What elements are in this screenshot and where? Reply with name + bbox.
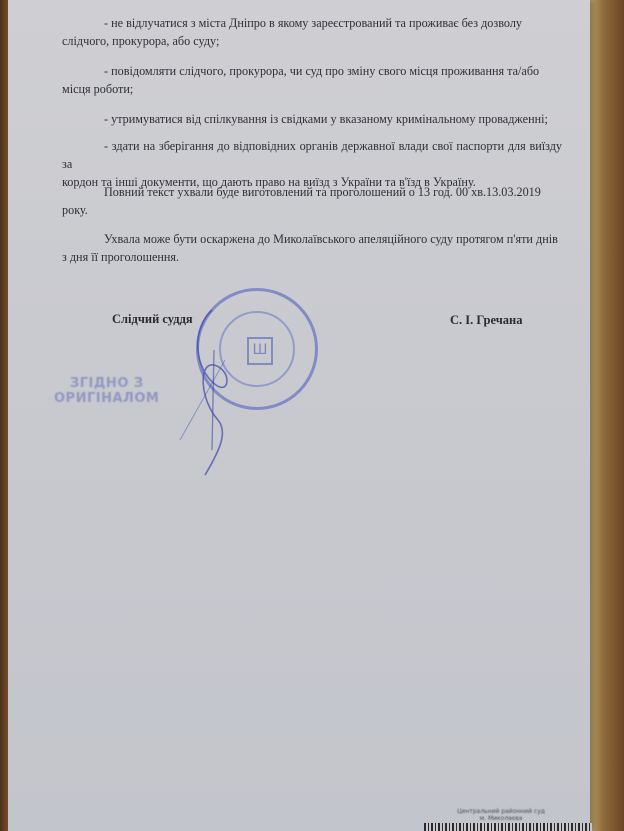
paragraph-line: - не відлучатися з міста Дніпро в якому зареєстрований та проживає без дозволу: [104, 16, 522, 30]
trident-emblem-icon: Ш: [247, 337, 273, 365]
background-edge-left: [0, 0, 8, 831]
background-edge-right: [590, 0, 624, 831]
paragraph-line: Ухвала може бути оскаржена до Миколаївського апеляційного суду протягом п'яти днів: [104, 232, 558, 246]
paragraph-line: - утримуватися від спілкування із свідками у вказаному кримінальному провадженні;: [104, 112, 548, 126]
paragraph-line: місця роботи;: [62, 82, 134, 96]
copy-stamp-line: ОРИГІНАЛОМ: [54, 391, 160, 406]
paragraph-6: [62, 230, 562, 266]
signatory-name: С. І. Гречана: [450, 313, 523, 327]
handwritten-signature: [150, 290, 310, 490]
paragraph-3: [62, 110, 562, 128]
paragraph-1: [62, 14, 562, 50]
footer-stamp-line: м. Миколаєва: [479, 815, 523, 822]
paragraph-line: року.: [62, 203, 88, 217]
court-footer-stamp: [456, 808, 546, 822]
paragraph-5: [62, 183, 562, 219]
barcode: [424, 823, 592, 831]
paragraph-line: кордон та інші документи, що дають право на виїзд з України та в'їзд в Україну.: [62, 175, 476, 189]
signature-title: Слідчий суддя: [112, 312, 193, 326]
footer-stamp-line: Центральний районний суд: [457, 808, 545, 815]
paragraph-line: з дня її проголошення.: [62, 250, 180, 264]
paragraph-2: [62, 62, 562, 98]
paragraph-line: - повідомляти слідчого, прокурора, чи суд про зміну свого місця проживання та/або: [104, 64, 540, 78]
certified-copy-stamp: [54, 376, 159, 406]
paragraph-line: Повний текст ухвали буде виготовлений та проголошений о 13 год. 00 хв.13.03.2019: [104, 185, 541, 199]
copy-stamp-line: ЗГІДНО З: [70, 376, 144, 391]
paragraph-line: - здати на зберігання до відповідних органів державної влади свої паспорти для виїзду за: [62, 139, 562, 171]
paragraph-line: слідчого, прокурора, або суду;: [62, 34, 220, 48]
